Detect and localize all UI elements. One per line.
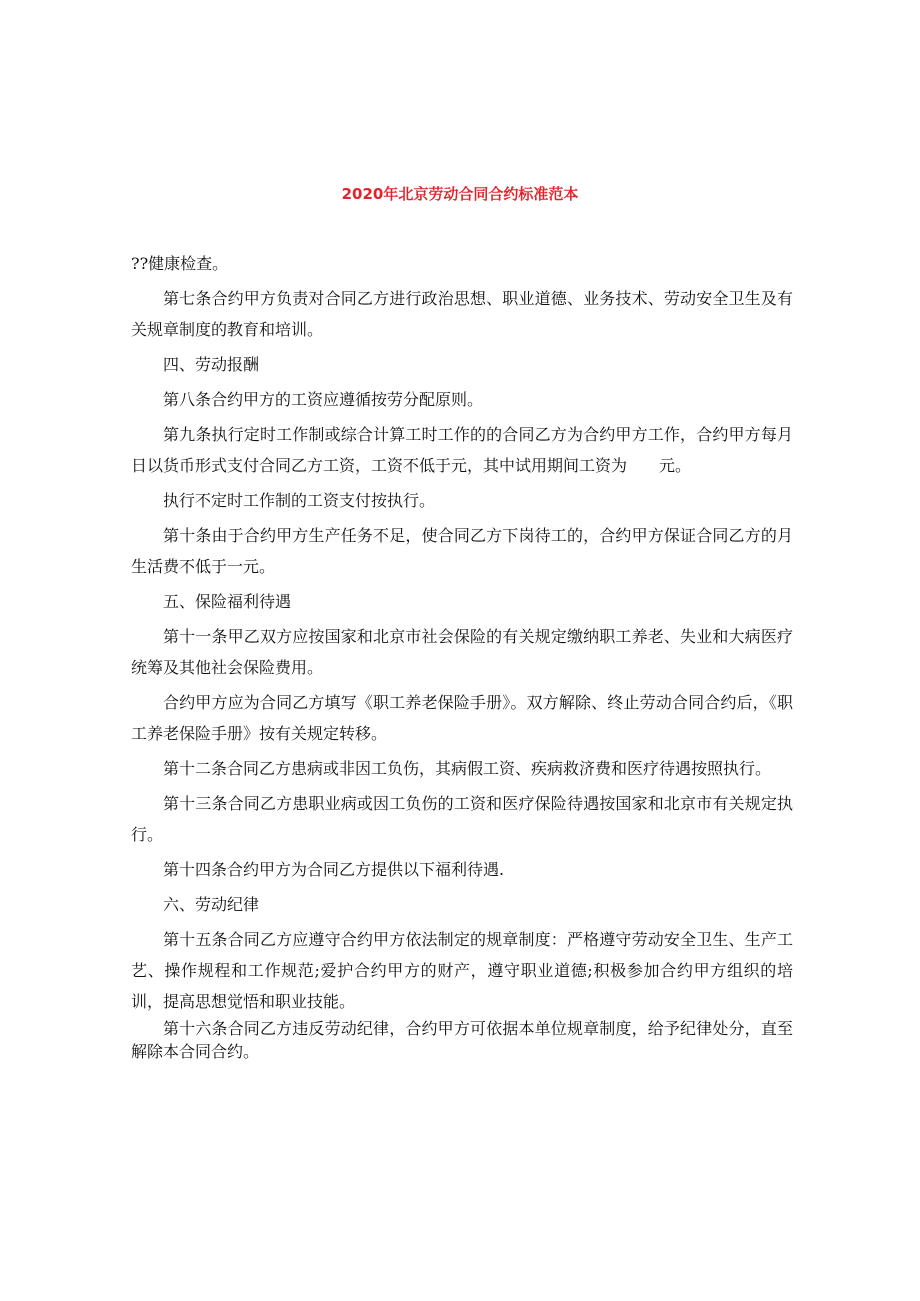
- paragraph-article-15: 第十五条合同乙方应遵守合约甲方依法制定的规章制度：严格遵守劳动安全卫生、生产工艺、操作规程和工作规范;爱护合约甲方的财产，遵守职业道德;积极参加合约甲方组织的培训，提高思想觉悟和职业技能。: [131, 930, 793, 1011]
- paragraph-irregular-hours: 执行不定时工作制的工资支付按执行。: [163, 491, 436, 510]
- paragraph-article-11: 第十一条甲乙双方应按国家和北京市社会保险的有关规定缴纳职工养老、失业和大病医疗统筹及其他社会保险费用。: [131, 627, 793, 677]
- section-heading-discipline: 六、劳动纪律: [163, 895, 260, 914]
- paragraph-article-16: 第十六条合同乙方违反劳动纪律，合约甲方可依据本单位规章制度，给予纪律处分，直至解除本合同合约。: [131, 1019, 793, 1061]
- section-heading-insurance: 五、保险福利待遇: [163, 592, 292, 611]
- paragraph-article-10: 第十条由于合约甲方生产任务不足，使合同乙方下岗待工的，合约甲方保证合同乙方的月生活费不低于一元。: [131, 526, 793, 576]
- paragraph-pension-handbook: 合约甲方应为合同乙方填写《职工养老保险手册》。双方解除、终止劳动合同合约后，《职工养老保险手册》按有关规定转移。: [131, 693, 793, 743]
- paragraph-article-13: 第十三条合同乙方患职业病或因工负伤的工资和医疗保险待遇按国家和北京市有关规定执行。: [131, 794, 793, 844]
- paragraph-article-12: 第十二条合同乙方患病或非因工负伤，其病假工资、疾病救济费和医疗待遇按照执行。: [163, 759, 772, 778]
- paragraph-article-14: 第十四条合约甲方为合同乙方提供以下福利待遇.: [163, 860, 505, 879]
- paragraph-article-9: 第九条执行定时工作制或综合计算工时工作的的合同乙方为合约甲方工作，合约甲方每月日以货币形式支付合同乙方工资，工资不低于元，其中试用期间工资为 元。: [131, 425, 793, 475]
- paragraph-article-7: 第七条合约甲方负责对合同乙方进行政治思想、职业道德、业务技术、劳动安全卫生及有关规章制度的教育和培训。: [131, 289, 793, 339]
- paragraph-health-check: ??健康检查。: [131, 254, 229, 273]
- section-heading-remuneration: 四、劳动报酬: [163, 355, 260, 374]
- document-title: 2020年北京劳动合同合约标准范本: [341, 185, 579, 203]
- paragraph-article-8: 第八条合约甲方的工资应遵循按劳分配原则。: [163, 390, 484, 409]
- document-body: [131, 248, 793, 1063]
